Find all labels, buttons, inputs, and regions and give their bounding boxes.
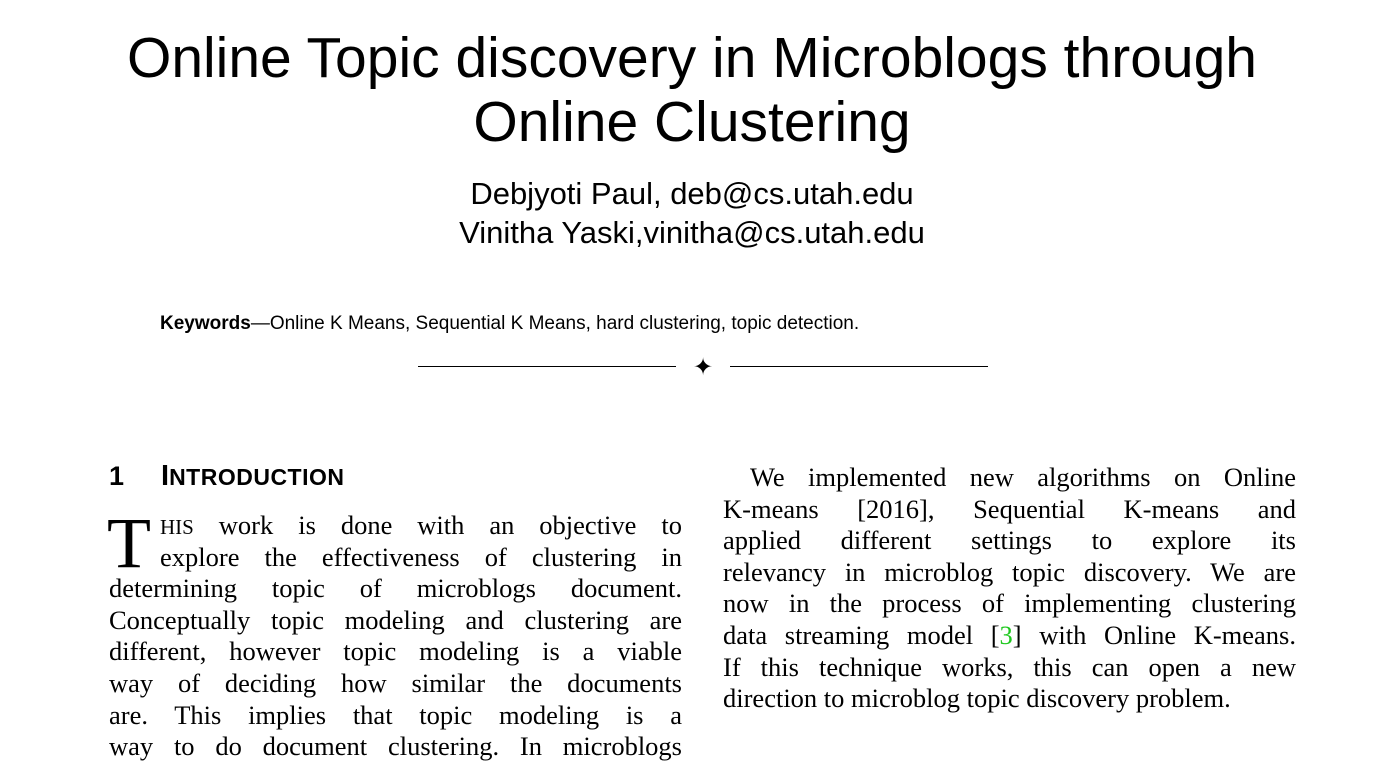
text-fragment: work is done with an objective to [193,510,682,540]
paper-title [0,26,1384,154]
section-title-rest: NTRODUCTION [169,464,345,490]
text-line: We implemented new algorithms on Online [750,462,1296,492]
text-line: relevancy in microblog topic discovery. We are [723,556,1296,587]
intro-paragraph [107,503,682,763]
drop-cap: T [107,503,151,583]
section-heading [109,458,345,495]
text-line: If this technique works, this can open a new [723,651,1296,682]
section-divider [418,352,988,382]
text-line: direction to microblog topic discovery problem. [723,683,1231,714]
right-column [723,462,1296,715]
text-line: way of deciding how similar the documents [109,667,682,698]
section-title-initial: I [161,460,170,492]
author-block [0,174,1384,252]
text-line: Conceptually topic modeling and clustering are [109,604,682,635]
text-line [109,510,682,542]
keywords-text: —Online K Means, Sequential K Means, hard clustering, topic detection. [250,313,860,334]
text-line: way to do document clustering. In microblogs [109,731,682,762]
text-fragment: data streaming model [ [723,619,1000,650]
divider-star-icon: ✦ [692,353,714,381]
author-1: Debjyoti Paul, deb@cs.utah.edu [470,176,914,211]
title-line-1: Online Topic discovery in Microblogs through [126,26,1257,90]
text-line: applied different settings to explore its [723,525,1296,556]
text-fragment: ] with Online K-means. [1012,619,1296,650]
text-line: are. This implies that topic modeling is a [109,699,682,730]
text-line: explore the effectiveness of clustering in [160,541,682,572]
keywords-label: Keywords [160,313,251,334]
text-line: different, however topic modeling is a viable [109,636,682,667]
text-line: determining topic of microblogs document. [109,573,682,604]
author-2: Vinitha Yaski,vinitha@cs.utah.edu [459,215,925,250]
keywords [160,312,1260,336]
text-line [723,620,1296,652]
section-title [161,458,345,495]
divider-line-left [418,366,676,367]
divider-line-right [730,366,988,367]
small-caps-word: HIS [160,515,194,539]
text-line: now in the process of implementing clustering [723,588,1296,619]
section-number: 1 [109,461,125,491]
citation-link[interactable]: 3 [999,619,1013,650]
title-line-2: Online Clustering [473,90,911,154]
text-line: K-means [2016], Sequential K-means and [723,493,1296,524]
left-column [107,503,682,762]
